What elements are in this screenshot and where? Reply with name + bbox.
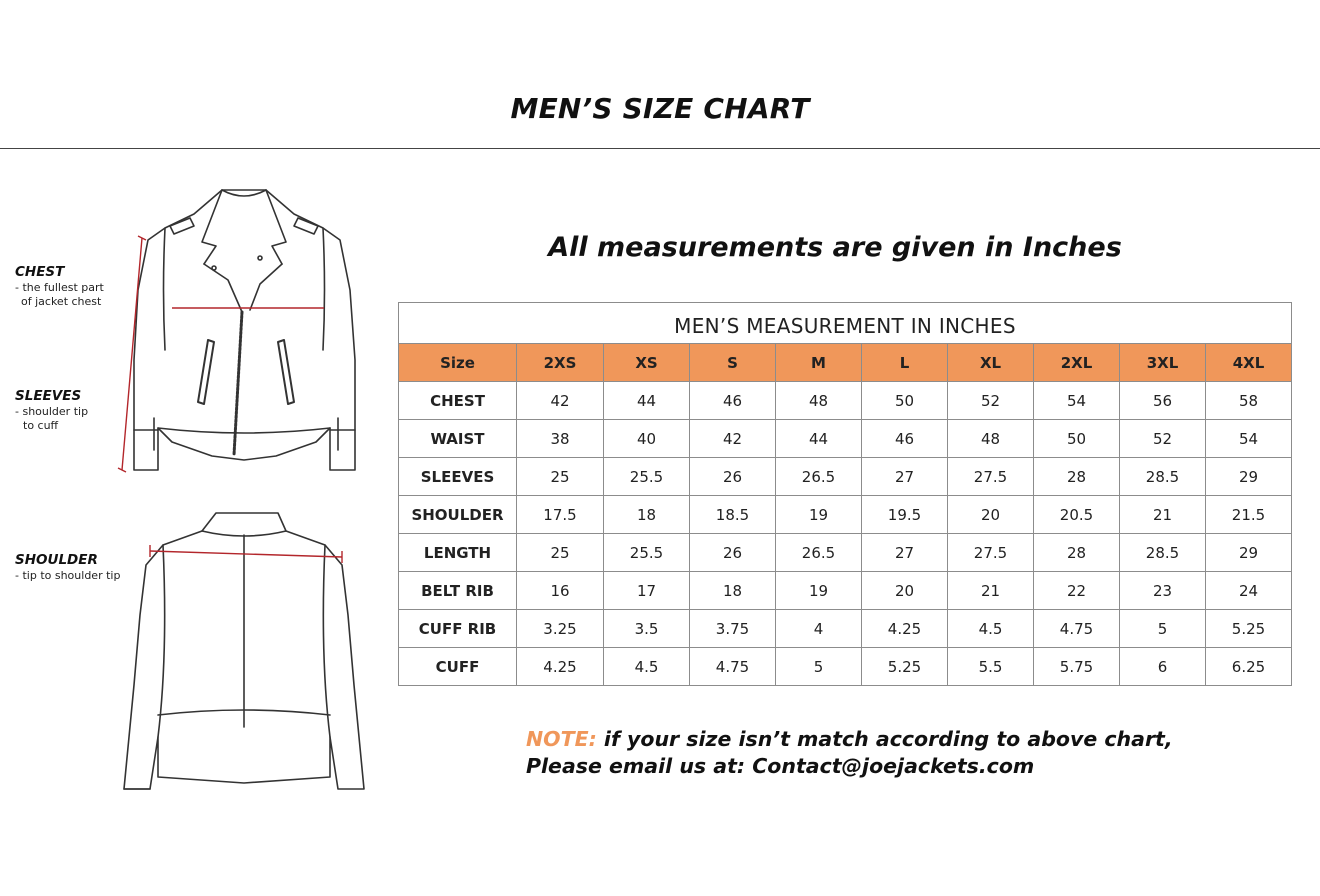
measurement-value: 26.5 (776, 458, 862, 496)
table-row (399, 610, 1292, 648)
table-row (399, 382, 1292, 420)
guide-shoulder-desc-1: - tip to shoulder tip (15, 569, 121, 582)
guide-sleeves-desc-1: - shoulder tip (15, 405, 89, 418)
measurement-value: 5 (1120, 610, 1206, 648)
measurement-label: SLEEVES (399, 458, 517, 496)
measurement-value: 19.5 (862, 496, 948, 534)
measurement-value: 28.5 (1120, 534, 1206, 572)
measurement-value: 19 (776, 572, 862, 610)
size-column-header: L (862, 344, 948, 382)
measurement-value: 21.5 (1206, 496, 1292, 534)
measurement-value: 27 (862, 534, 948, 572)
measurement-value: 4.25 (517, 648, 604, 686)
size-column-header: 3XL (1120, 344, 1206, 382)
measurement-label: BELT RIB (399, 572, 517, 610)
size-column-header: XL (948, 344, 1034, 382)
table-row (399, 572, 1292, 610)
measurement-label: CHEST (399, 382, 517, 420)
measurement-value: 5.75 (1034, 648, 1120, 686)
measurement-value: 28 (1034, 458, 1120, 496)
measurement-value: 52 (1120, 420, 1206, 458)
measurement-value: 3.25 (517, 610, 604, 648)
measurement-value: 18 (604, 496, 690, 534)
measurement-label: CUFF (399, 648, 517, 686)
size-column-header: 2XL (1034, 344, 1120, 382)
measurement-value: 56 (1120, 382, 1206, 420)
measurement-label: CUFF RIB (399, 610, 517, 648)
table-row (399, 458, 1292, 496)
measurement-label: LENGTH (399, 534, 517, 572)
guide-chest (15, 264, 104, 309)
measurement-value: 20 (862, 572, 948, 610)
table-row (399, 648, 1292, 686)
measurement-value: 17 (604, 572, 690, 610)
measurement-value: 5.25 (1206, 610, 1292, 648)
table-caption: MEN’S MEASUREMENT IN INCHES (399, 303, 1292, 344)
note-email-prefix: Please email us at: (526, 754, 753, 778)
size-header-row (399, 344, 1292, 382)
measurement-value: 54 (1034, 382, 1120, 420)
measurement-value: 22 (1034, 572, 1120, 610)
measurement-value: 21 (1120, 496, 1206, 534)
title-divider (0, 148, 1320, 149)
measurement-value: 25.5 (604, 534, 690, 572)
jacket-back-icon (110, 505, 380, 795)
size-column-header: M (776, 344, 862, 382)
measurement-value: 19 (776, 496, 862, 534)
page-title: MEN’S SIZE CHART (510, 92, 810, 125)
measurement-value: 27 (862, 458, 948, 496)
measurement-value: 5 (776, 648, 862, 686)
measurement-value: 4.25 (862, 610, 948, 648)
measurement-value: 20 (948, 496, 1034, 534)
measurement-value: 4.5 (604, 648, 690, 686)
units-note: All measurements are given in Inches (548, 232, 1122, 263)
guide-shoulder-name: SHOULDER (15, 552, 98, 568)
measurement-value: 46 (690, 382, 776, 420)
measurement-value: 50 (862, 382, 948, 420)
size-column-header: S (690, 344, 776, 382)
guide-chest-desc-2: of jacket chest (21, 295, 102, 308)
measurement-value: 20.5 (1034, 496, 1120, 534)
measurement-value: 54 (1206, 420, 1292, 458)
measurement-value: 18.5 (690, 496, 776, 534)
measurement-value: 52 (948, 382, 1034, 420)
guide-shoulder (15, 552, 120, 583)
size-note (526, 726, 1173, 780)
measurement-value: 4.75 (690, 648, 776, 686)
measurement-value: 24 (1206, 572, 1292, 610)
contact-email-link[interactable]: Contact@joejackets.com (752, 754, 1035, 778)
measurement-value: 26 (690, 534, 776, 572)
measurement-value: 58 (1206, 382, 1292, 420)
size-column-header: XS (604, 344, 690, 382)
measurement-value: 4.75 (1034, 610, 1120, 648)
measurement-value: 42 (517, 382, 604, 420)
measurement-value: 44 (604, 382, 690, 420)
measurement-value: 26 (690, 458, 776, 496)
measurement-value: 6 (1120, 648, 1206, 686)
measurement-value: 46 (862, 420, 948, 458)
measurement-value: 25 (517, 458, 604, 496)
measurement-value: 28 (1034, 534, 1120, 572)
size-table (398, 302, 1292, 686)
measurement-value: 5.5 (948, 648, 1034, 686)
measurement-value: 25 (517, 534, 604, 572)
table-row (399, 534, 1292, 572)
guide-sleeves-desc-2: to cuff (23, 419, 59, 432)
measurement-value: 40 (604, 420, 690, 458)
measurement-value: 23 (1120, 572, 1206, 610)
note-line-2 (526, 753, 1173, 780)
guide-chest-desc-1: - the fullest part (15, 281, 104, 294)
measurement-label: WAIST (399, 420, 517, 458)
measurement-value: 42 (690, 420, 776, 458)
measurement-value: 29 (1206, 534, 1292, 572)
measurement-value: 48 (948, 420, 1034, 458)
jacket-front-icon (110, 180, 380, 480)
measurement-value: 5.25 (862, 648, 948, 686)
table-row (399, 420, 1292, 458)
measurement-value: 18 (690, 572, 776, 610)
guide-sleeves (15, 388, 88, 433)
measurement-value: 28.5 (1120, 458, 1206, 496)
measurement-label: SHOULDER (399, 496, 517, 534)
guide-chest-name: CHEST (15, 264, 65, 280)
measurement-value: 27.5 (948, 458, 1034, 496)
note-label: NOTE: (526, 727, 597, 751)
table-row (399, 496, 1292, 534)
measurement-value: 26.5 (776, 534, 862, 572)
size-column-header: 4XL (1206, 344, 1292, 382)
measurement-value: 16 (517, 572, 604, 610)
measurement-value: 3.5 (604, 610, 690, 648)
measurement-value: 17.5 (517, 496, 604, 534)
measurement-value: 50 (1034, 420, 1120, 458)
measurement-value: 27.5 (948, 534, 1034, 572)
measurement-value: 21 (948, 572, 1034, 610)
measurement-value: 48 (776, 382, 862, 420)
measurement-value: 4.5 (948, 610, 1034, 648)
measurement-value: 29 (1206, 458, 1292, 496)
measurement-value: 4 (776, 610, 862, 648)
note-text: if your size isn’t match according to above chart, (596, 727, 1173, 751)
measurement-value: 38 (517, 420, 604, 458)
note-line-1 (526, 726, 1173, 753)
measurement-value: 3.75 (690, 610, 776, 648)
size-header-label: Size (399, 344, 517, 382)
size-column-header: 2XS (517, 344, 604, 382)
guide-sleeves-name: SLEEVES (15, 388, 82, 404)
measurement-value: 6.25 (1206, 648, 1292, 686)
measurement-value: 44 (776, 420, 862, 458)
measurement-value: 25.5 (604, 458, 690, 496)
